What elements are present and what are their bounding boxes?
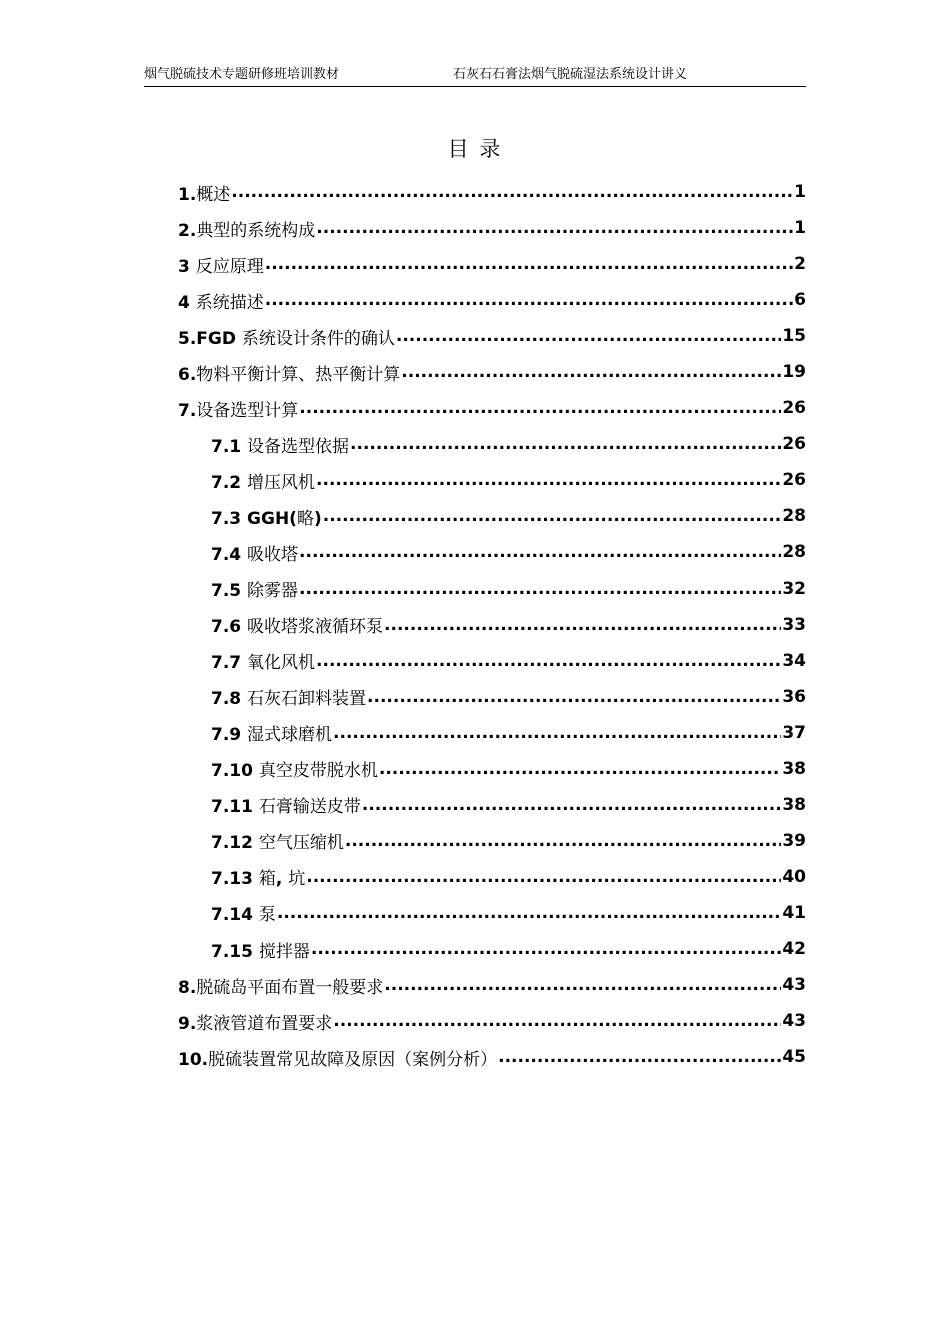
toc-entry-7-10[interactable] bbox=[178, 751, 806, 787]
toc-entry-label: 泵 bbox=[258, 905, 276, 926]
toc-entry-label: 典型的系统构成 bbox=[196, 220, 316, 241]
toc-page-number: 45 bbox=[782, 1047, 806, 1068]
toc-page-number: 43 bbox=[782, 975, 806, 996]
toc-entry-label: 真空皮带脱水机 bbox=[258, 761, 378, 782]
toc-leader-dots bbox=[311, 939, 781, 959]
toc-entry-label: 湿式球磨机 bbox=[247, 725, 333, 746]
toc-entry-number: 2. bbox=[178, 220, 197, 241]
toc-page-number: 26 bbox=[782, 434, 806, 455]
toc-entry-label: 概述 bbox=[196, 184, 231, 205]
toc-entry-7-3[interactable] bbox=[178, 498, 806, 534]
toc-page-number: 1 bbox=[794, 182, 806, 203]
toc-page-number: 40 bbox=[782, 866, 806, 887]
toc-entry-7-6[interactable] bbox=[178, 607, 806, 643]
toc-entry-2[interactable] bbox=[178, 210, 806, 246]
toc-entry-3[interactable] bbox=[178, 246, 806, 282]
toc-page-number: 26 bbox=[782, 398, 806, 419]
toc-entry-number: 7.10 bbox=[211, 761, 259, 782]
table-of-contents bbox=[178, 174, 806, 1075]
toc-page-number: 36 bbox=[782, 686, 806, 707]
toc-entry-7-13[interactable] bbox=[178, 859, 806, 895]
toc-page-number: 38 bbox=[782, 758, 806, 779]
toc-page-number: 6 bbox=[794, 290, 806, 311]
toc-entry-7-14[interactable] bbox=[178, 895, 806, 931]
toc-entry-number: 6. bbox=[178, 364, 197, 385]
toc-entry-5[interactable] bbox=[178, 318, 806, 354]
toc-leader-dots bbox=[384, 975, 781, 995]
toc-entry-label: 搅拌器 bbox=[258, 941, 310, 962]
toc-entry-7-2[interactable] bbox=[178, 462, 806, 498]
toc-title: 目 录 bbox=[447, 137, 503, 161]
toc-leader-dots bbox=[362, 795, 781, 815]
toc-entry-label: 系统设计条件的确认 bbox=[241, 328, 395, 349]
toc-page-number: 1 bbox=[794, 218, 806, 239]
toc-leader-dots bbox=[316, 470, 781, 490]
toc-page-number: 34 bbox=[782, 650, 806, 671]
toc-leader-dots bbox=[231, 182, 793, 202]
toc-entry-number: 3 bbox=[178, 256, 196, 277]
toc-entry-label: 石膏输送皮带 bbox=[258, 797, 361, 818]
toc-entry-number: 7. bbox=[178, 400, 197, 421]
toc-leader-dots bbox=[333, 723, 781, 743]
toc-page-number: 28 bbox=[782, 542, 806, 563]
toc-entry-7-5[interactable] bbox=[178, 571, 806, 607]
toc-entry-label: 设备选型依据 bbox=[247, 436, 350, 457]
toc-leader-dots bbox=[379, 759, 781, 779]
toc-leader-dots bbox=[306, 867, 781, 887]
toc-entry-number: 7.1 bbox=[211, 436, 248, 457]
toc-entry-7[interactable] bbox=[178, 390, 806, 426]
toc-entry-label: 空气压缩机 bbox=[258, 833, 344, 854]
toc-entry-7-11[interactable] bbox=[178, 787, 806, 823]
toc-entry-number: 7.2 bbox=[211, 472, 248, 493]
toc-page-number: 28 bbox=[782, 506, 806, 527]
toc-entry-number: 7.7 bbox=[211, 653, 248, 674]
toc-entry-7-15[interactable] bbox=[178, 931, 806, 967]
toc-entry-number: 7.13 bbox=[211, 869, 259, 890]
toc-entry-7-7[interactable] bbox=[178, 643, 806, 679]
toc-page-number: 2 bbox=[794, 254, 806, 275]
toc-entry-label: 除雾器 bbox=[247, 581, 299, 602]
toc-leader-dots bbox=[265, 290, 793, 310]
toc-entry-number: 7.4 bbox=[211, 544, 248, 565]
toc-entry-number: 7.14 bbox=[211, 905, 259, 926]
toc-entry-number: 7.11 bbox=[211, 797, 259, 818]
toc-entry-label: 吸收塔浆液循环泵 bbox=[247, 617, 384, 638]
toc-entry-number: 8. bbox=[178, 977, 197, 998]
toc-leader-dots bbox=[316, 651, 781, 671]
header-right-title: 石灰石石膏法烟气脱硫湿法系统设计讲义 bbox=[453, 67, 688, 82]
toc-page-number: 33 bbox=[782, 614, 806, 635]
toc-leader-dots bbox=[345, 831, 781, 851]
toc-leader-dots bbox=[299, 579, 781, 599]
toc-page-number: 42 bbox=[782, 939, 806, 959]
toc-entry-9[interactable] bbox=[178, 1003, 806, 1039]
toc-leader-dots bbox=[323, 506, 782, 526]
toc-entry-7-4[interactable] bbox=[178, 534, 806, 570]
toc-entry-7-12[interactable] bbox=[178, 823, 806, 859]
toc-entry-label: 设备选型计算 bbox=[196, 400, 299, 421]
toc-entry-label: 略 bbox=[296, 508, 314, 529]
toc-entry-label: 氧化风机 bbox=[247, 653, 316, 674]
toc-leader-dots bbox=[277, 903, 781, 923]
toc-leader-dots bbox=[384, 615, 781, 635]
toc-entry-label: 系统描述 bbox=[195, 292, 264, 313]
toc-page-number: 37 bbox=[782, 722, 806, 743]
toc-page-number: 41 bbox=[782, 902, 806, 923]
toc-entry-6[interactable] bbox=[178, 354, 806, 390]
toc-entry-label: 脱硫装置常见故障及原因（案例分析） bbox=[208, 1049, 498, 1070]
toc-leader-dots bbox=[401, 362, 781, 382]
toc-entry-1[interactable] bbox=[178, 174, 806, 210]
toc-page-number: 19 bbox=[782, 362, 806, 383]
toc-page-number: 38 bbox=[782, 794, 806, 815]
toc-entry-number: 7.9 bbox=[211, 725, 248, 746]
toc-entry-number: 9. bbox=[178, 1013, 197, 1034]
toc-page-number: 32 bbox=[782, 578, 806, 599]
toc-entry-label: 箱 bbox=[258, 869, 276, 890]
toc-entry-number: 7.12 bbox=[211, 833, 259, 854]
toc-leader-dots bbox=[333, 1011, 781, 1031]
toc-entry-number: 10. bbox=[178, 1049, 209, 1070]
toc-entry-label: 吸收塔 bbox=[247, 544, 299, 565]
toc-leader-dots bbox=[396, 326, 781, 346]
page-header bbox=[144, 66, 806, 87]
toc-entry-8[interactable] bbox=[178, 967, 806, 1003]
toc-entry-number: 7.6 bbox=[211, 617, 248, 638]
toc-entry-label-2: 坑 bbox=[288, 869, 306, 890]
toc-page-number: 43 bbox=[782, 1011, 806, 1032]
header-left-title: 烟气脱硫技术专题研修班培训教材 bbox=[144, 67, 340, 82]
toc-page-number: 26 bbox=[782, 470, 806, 491]
toc-leader-dots bbox=[316, 218, 793, 238]
toc-entry-label: 石灰石卸料装置 bbox=[247, 689, 367, 710]
toc-entry-4[interactable] bbox=[178, 282, 806, 318]
toc-page-number: 39 bbox=[782, 830, 806, 851]
toc-entry-7-9[interactable] bbox=[178, 715, 806, 751]
toc-leader-dots bbox=[350, 434, 781, 454]
toc-entry-suffix: ) bbox=[313, 508, 322, 529]
toc-entry-10[interactable] bbox=[178, 1039, 806, 1075]
toc-page-number: 15 bbox=[782, 326, 806, 347]
toc-entry-label: 物料平衡计算、热平衡计算 bbox=[196, 364, 401, 385]
toc-entry-number: 7.15 bbox=[211, 941, 259, 962]
toc-leader-dots bbox=[367, 687, 781, 707]
toc-entry-label: 增压风机 bbox=[247, 472, 316, 493]
toc-entry-number: 7.5 bbox=[211, 581, 248, 602]
toc-leader-dots bbox=[265, 254, 793, 274]
toc-leader-dots bbox=[299, 542, 781, 562]
toc-entry-separator: , bbox=[275, 869, 289, 890]
toc-entry-7-1[interactable] bbox=[178, 426, 806, 462]
toc-leader-dots bbox=[299, 398, 781, 418]
toc-entry-number: 5.FGD bbox=[178, 328, 242, 349]
toc-entry-label: 浆液管道布置要求 bbox=[196, 1013, 333, 1034]
toc-entry-label: 反应原理 bbox=[195, 256, 264, 277]
toc-entry-number: 4 bbox=[178, 292, 196, 313]
toc-entry-number: 7.3 GGH( bbox=[211, 508, 297, 529]
toc-entry-label: 脱硫岛平面布置一般要求 bbox=[196, 977, 384, 998]
toc-leader-dots bbox=[498, 1047, 781, 1067]
toc-entry-number: 7.8 bbox=[211, 689, 248, 710]
toc-entry-7-8[interactable] bbox=[178, 679, 806, 715]
toc-entry-number: 1. bbox=[178, 184, 197, 205]
